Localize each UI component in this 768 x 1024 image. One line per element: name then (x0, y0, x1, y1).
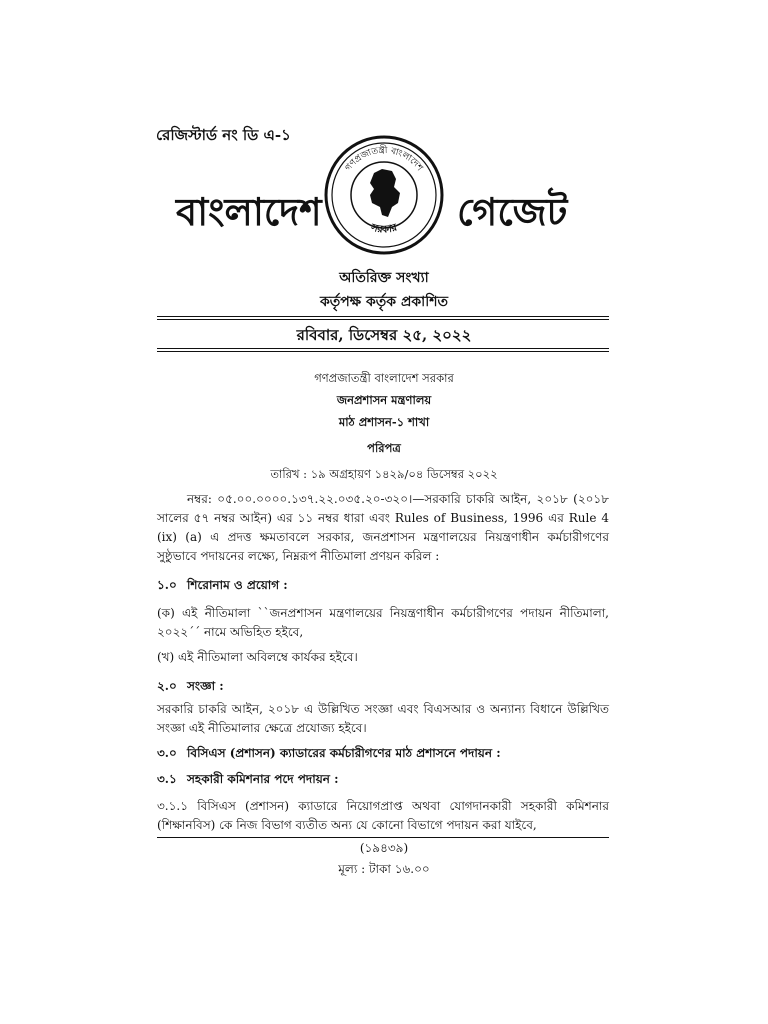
section-1-heading (157, 577, 288, 597)
circular-date: তারিখ : ১৯ অগ্রহায়ণ ১৪২৯/০৪ ডিসেম্বর ২০২২ (270, 467, 498, 481)
section-3-number: ৩.০ (157, 746, 177, 760)
page-number: (১৯৪৩৯) (359, 841, 409, 855)
top-rule-inner (157, 319, 609, 320)
section-3-1-title: সহকারী কমিশনার পদে পদায়ন : (187, 772, 339, 786)
section-3-heading (157, 745, 501, 765)
date-rule-inner (157, 351, 609, 352)
ministry-name: জনপ্রশাসন মন্ত্রণালয় (336, 393, 432, 407)
masthead-right-title: গেজেট (457, 189, 568, 234)
section-1-clause-a: (ক) এই নীতিমালা ``জনপ্রশাসন মন্ত্রণালয়ের নিয়ন্ত্রণাধীন কর্মচারীগণের পদায়ন নীতিমালা, ২০২২´´ নামে অভিহিত হইবে, (157, 606, 609, 639)
masthead-left-title: বাংলাদেশ (176, 189, 322, 234)
section-2-number: ২.০ (157, 679, 177, 693)
government-seal (322, 133, 446, 257)
section-1-clause-b: (খ) এই নীতিমালা অবিলম্বে কার্যকর হইবে। (157, 650, 358, 664)
svg-text:গণপ্রজাতন্ত্রী বাংলাদেশ (344, 144, 425, 174)
section-1-number: ১.০ (157, 578, 177, 592)
section-2-text: সরকারি চাকরি আইন, ২০১৮ এ উল্লিখিত সংজ্ঞা এবং বিএসআর ও অন্যান্য বিধানে উল্লিখিত সংজ্ঞা এই নীতিমালার ক্ষেত্রে প্রযোজ্য হইবে। (157, 702, 609, 735)
seal-bottom-text: সরকার (369, 222, 399, 236)
section-2-heading (157, 678, 224, 698)
issue-date: রবিবার, ডিসেম্বর ২৫, ২০২২ (296, 326, 472, 344)
document-type: পরিপত্র (367, 441, 401, 455)
intro-paragraph: নম্বর: ০৫.০০.০০০০.১৩৭.২২.০৩৫.২০-৩২০।—সরকারি চাকরি আইন, ২০১৮ (২০১৮ সালের ৫৭ নম্বর আইন) এর ১১ নম্বর ধারা এবং Rules of Business, 1996 এর Rule 4 (ix) (a) এ প্রদত্ত ক্ষমতাবলে সরকার, জনপ্রশাসন মন্ত্রণালয়ের নিয়ন্ত্রণাধীন কর্মচারীগণের সুষ্ঠুভাবে পদায়নের লক্ষ্যে, নিম্নরূপ নীতিমালা প্রণয়ন করিল : (157, 492, 609, 563)
government-name: গণপ্রজাতন্ত্রী বাংলাদেশ সরকার (314, 371, 454, 385)
price: মূল্য : টাকা ১৬.০০ (338, 862, 430, 876)
registration-number: রেজিস্টার্ড নং ডি এ-১ (156, 126, 291, 144)
date-rule (157, 348, 609, 349)
branch-name: মাঠ প্রশাসন-১ শাখা (338, 415, 430, 429)
section-2-title: সংজ্ঞা : (187, 679, 224, 693)
section-3-1-number: ৩.১ (157, 772, 177, 786)
section-3-1-heading (157, 771, 339, 791)
section-3-title: বিসিএস (প্রশাসন) ক্যাডারের কর্মচারীগণের মাঠ প্রশাসনে পদায়ন : (187, 746, 501, 760)
svg-text:সরকার (369, 222, 399, 236)
footer-rule (157, 837, 609, 838)
bangladesh-map-icon (370, 169, 400, 217)
seal-top-text: গণপ্রজাতন্ত্রী বাংলাদেশ (343, 145, 425, 174)
section-3-1-1-text: ৩.১.১ বিসিএস (প্রশাসন) ক্যাডারে নিয়োগপ্রাপ্ত অথবা যোগদানকারী সহকারী কমিশনার (শিক্ষানবিস) কে নিজ বিভাগ ব্যতীত অন্য যে কোনো বিভাগে পদায়ন করা যাইবে, (157, 799, 609, 832)
section-1-title: শিরোনাম ও প্রয়োগ : (187, 578, 288, 592)
top-rule (157, 316, 609, 317)
published-by-authority: কর্তৃপক্ষ কর্তৃক প্রকাশিত (319, 294, 449, 310)
extraordinary-issue: অতিরিক্ত সংখ্যা (339, 270, 429, 286)
